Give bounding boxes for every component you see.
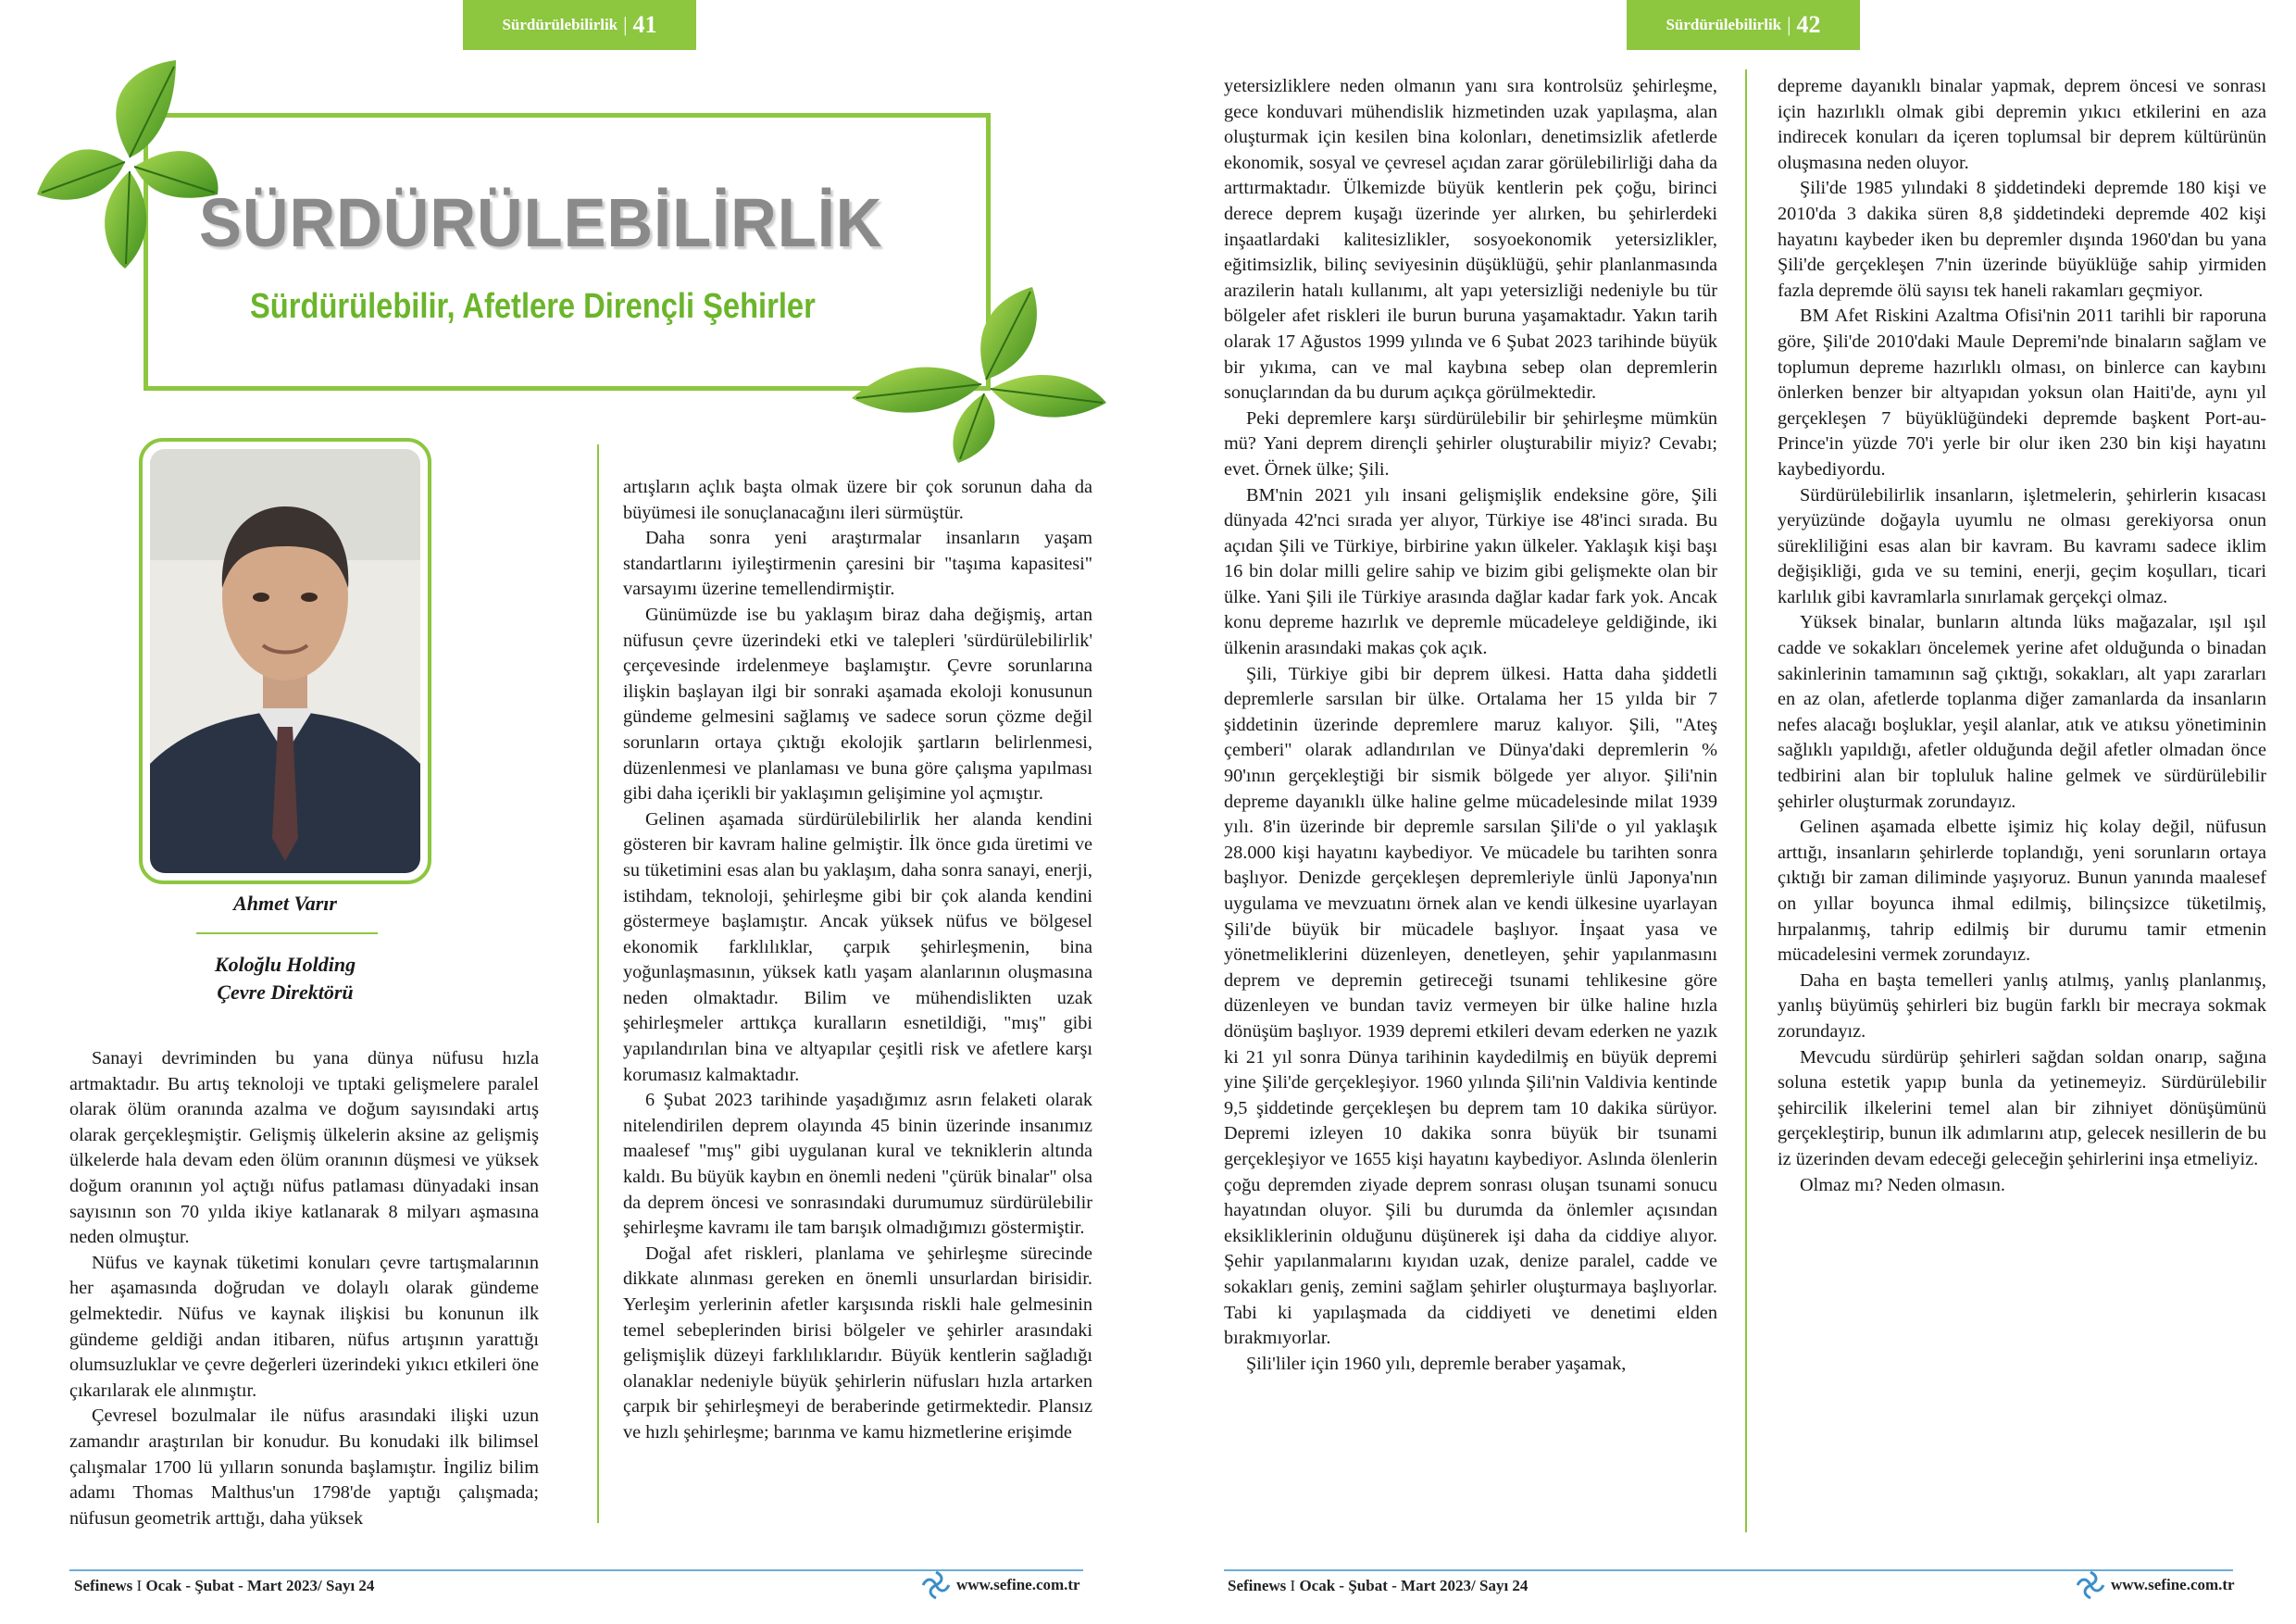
page-number: 41: [632, 11, 657, 38]
paragraph: Şili'de 1985 yılındaki 8 şiddetindeki depremde 180 kişi ve 2010'da 3 dakika süren 8,8 şiddetindeki depremde 402 kişi hayatını kaybeder iken bu depremler dışında 1960'dan bu yana Şili'de gerçekleşen 7'nin üzerinde büyüklüğe sahip yirmiden fazla depremde ölü sayısı tek haneli rakamları geçmiyor.: [1778, 178, 2266, 301]
paragraph: Yüksek binalar, bunların altında lüks mağazalar, ışıl ışıl cadde ve sokakları öncelemek yerine afet olduğunda o binadan sakinlerinin tamamının sağ çıktığı, sokakları, alt yapı zararları en az olan, afetlerde toplanma diğer zamanlarda da insanların nefes alacağı boşluklar, yeşil alanlar, atık ve atıksu yönetiminin sağlıklı yapıldığı, afetler olduğunda değil afetler olmadan önce tedbirini alan bir topluluk haline gelmek ve sürdürülebilir şehirler oluşturmak zorundayız.: [1778, 612, 2266, 812]
left-column-1: [69, 1046, 539, 1531]
author-portrait-icon: [150, 449, 420, 873]
author-photo-frame: [139, 438, 431, 884]
paragraph: depreme dayanıklı binalar yapmak, deprem öncesi ve sonrası için hazırlıklı olmak gibi depremin yıkıcı etkilerini en aza indirecek konuları da içeren toplumsal bir deprem kültürünün oluşmasına neden oluyor.: [1778, 76, 2266, 173]
paragraph: artışların açlık başta olmak üzere bir çok sorunun daha da büyümesi ile sonuçlanacağını ileri sürmüştür.: [623, 477, 1092, 523]
paragraph: Gelinen aşamada elbette işimiz hiç kolay değil, nüfusun arttığı, insanların şehirlerde toplandığı, yeni sorunların ortaya çıktığı bir zaman diliminde yaşıyoruz. Bunun yanında maalesef on yıllar boyunca ihmal edilmiş, bilinçsizce tüketilmiş, hırpalanmış, tahrip edilmiş bir durumu tamir etmenin mücadelesini vermek zorundayız.: [1778, 817, 2266, 966]
paragraph: Peki depremlere karşı sürdürülebilir bir şehirleşme mümkün mü? Yani deprem dirençli şehirler oluşturabilir miyiz? Cevabı; evet. Örnek ülke; Şili.: [1224, 407, 1717, 480]
paragraph: Günümüzde ise bu yaklaşım biraz daha değişmiş, artan nüfusun çevre üzerindeki etki ve talepleri 'sürdürülebilirlik' çerçevesinde irdelenmeye başlamıştır. Çevre sorunlarına ilişkin başlayan ilgi bir sonraki aşamada ekoloji konusunun gündeme gelmesini sağlamış ve sadece sorun çözme değil sorunların ortaya çıktığı ekolojik şartların belirlenmesi, düzenlenmesi ve planlaması ve buna göre çalışma yapılması gibi daha içerikli bir yaklaşımın gelişimine yol açmıştır.: [623, 604, 1092, 805]
section-tab-separator: |: [1787, 13, 1791, 36]
paragraph: BM'nin 2021 yılı insani gelişmişlik endeksine göre, Şili dünyada 42'nci sırada yer alıyor, Türkiye ise 48'inci sırada. Bu açıdan Şili ve Türkiye, birbirine yakın ülkeler. Yaklaşık kişi başı 16 bin dolar milli gelire sahip ve bizim gibi gelişmekte olan bir ülke. Yani Şili ile Türkiye arasında dağlar kadar fark yok. Ancak konu depreme hazırlık ve depremle mücadeleye geldiğinde, iki ülkenin arasındaki makas çok açık.: [1224, 484, 1717, 659]
leaf-decoration-top-left-icon: [37, 56, 222, 269]
article-title: SÜRDÜRÜLEBİLİRLİK: [199, 184, 883, 261]
magazine-name: Sefinews: [1228, 1577, 1287, 1594]
sefine-logo-icon: [919, 1568, 953, 1602]
footer-issue: Sefinews I Ocak - Şubat - Mart 2023/ Sayı 24: [74, 1577, 375, 1594]
author-name: Ahmet Varır: [233, 892, 337, 915]
paragraph: Olmaz mı? Neden olmasın.: [1800, 1174, 2005, 1195]
magazine-name: Sefinews: [74, 1577, 133, 1594]
article-subtitle: Sürdürülebilir, Afetlere Dirençli Şehirler: [250, 287, 816, 326]
paragraph: Şili, Türkiye gibi bir deprem ülkesi. Hatta daha şiddetli depremlerle sarsılan bir ülke. Ortalama her 15 yılda bir 7 şiddetinin üzerinde depremlere maruz kalıyor. Şili, "Ateş çemberi" olarak adlandırılan ve Dünya'daki depremlerin % 90'ının gerçekleştiği bir sismik bölgede yer alıyor. Şili'nin depreme dayanıklı ülke haline gelme mücadelesinde milat 1939 yılı. 8'in üzerinde bir depremle sarsılan Şili'de o yıl yaklaşık 28.000 kişi hayatını kaybediyor. Ve mücadele bu tarihten sonra başlıyor. Denizde gerçekleşen depremleriyle ünlü Japonya'nın uygulama ve mevzuatını örnek alan ve kendi ülkesine uyarlayan Şili'de büyük bir mücadele başlıyor. İnşaat yasa ve yönetmeliklerini düzenleyen, denetleyen, şehir yapılanmasını deprem ve depremin getireceği tsunami tehlikesine göre düzenleyen ve bundan taviz vermeyen bir ülke haline hızla dönüşüm başlıyor. 1939 depremi etkileri devam ederken ne yazık ki 21 yıl sonra Dünya tarihinin kaydedilmiş en büyük depremi yine Şili'de gerçekleşiyor. 1960 yılında Şili'nin Valdivia kentinde 9,5 şiddetinde gerçekleşen bu deprem tam 10 dakika sürüyor. Depremi izleyen 10 dakika sonra büyük bir tsunami gerçekleşiyor ve 1655 kişi hayatını kaybediyor. Aslında ölenlerin çoğu depremden ziyade deprem sonrası oluşan tsunami sonucu hayatından oluyor. Şili bu durumda da önlemler açısından eksikliklerinin olduğunu düşünerek işi daha da ciddiye alıyor. Şehir yapılanmalarını kıyıdan uzak, denize paralel, cadde ve sokakları geniş, zemini sağlam şehirler oluşturmaya başlıyorlar. Tabi ki yapılaşmada da ciddiyeti ve denetimi elden bırakmıyorlar.: [1224, 663, 1717, 1349]
section-tab-separator: |: [623, 13, 628, 36]
paragraph: Doğal afet riskleri, planlama ve şehirleşme sürecinde dikkate alınması gereken en önemli unsurlardan birisidir. Yerleşim yerlerinin afetler karşısında riskli hale gelmesinin temel sebeplerinden birisi bölgeler ve şehirler arasındaki gelişmişlik düzeyi farklılıklarıdır. Büyük kentlerin sağladığı olanaklar nedeniyle büyük şehirlerin nüfusları hızla artarken çarpık bir şehirleşmeyi de beraberinde getirmektedir. Plansız ve hızlı şehirleşme; barınma ve kamu hizmetlerine erişimde: [623, 1243, 1092, 1443]
right-page: [1148, 0, 2296, 1624]
leaf-decoration-bottom-right-icon: [847, 287, 1106, 463]
footer-issue: Sefinews I Ocak - Şubat - Mart 2023/ Sayı 24: [1228, 1577, 1529, 1594]
paragraph: Daha sonra yeni araştırmalar insanların yaşam standartlarını iyileştirmenin çaresini bir "taşıma kapasitesi" varsayımı üzerine temellendirmiştir.: [623, 528, 1092, 600]
paragraph: Çevresel bozulmalar ile nüfus arasındaki ilişki uzun zamandır araştırılan bir konudur. Bu konudaki ilk bilimsel çalışmalar 1700 lü yılların sonunda başlamıştır. İngiliz bilim adamı Thomas Malthus'un 1798'de yaptığı çalışmada; nüfusun geometrik arttığı, daha yüksek: [69, 1405, 539, 1529]
author-affiliation: [139, 951, 431, 1006]
issue-info: Ocak - Şubat - Mart 2023/ Sayı 24: [145, 1577, 375, 1594]
paragraph: Mevcudu sürdürüp şehirleri sağdan soldan onarıp, sağına soluna estetik yapıp bunla da yetinemeyiz. Sürdürülebilir şehircilik ilkelerini temel alan bir zihniyet dönüşümünü gerçekleştirip, bunun ilk adımlarını atıp, gelecek nesillerin de bu iz üzerinden devam edeceği geleceğin şehirlerini inşa etmeliyiz.: [1778, 1046, 2266, 1169]
author-photo: [150, 449, 420, 873]
author-position: Çevre Direktörü: [217, 981, 354, 1004]
paragraph: Gelinen aşamada sürdürülebilirlik her alanda kendini gösteren bir kavram haline gelmiştir. İlk önce gıda üretimi ve su tüketimini esas alan bu yaklaşım, daha sonra sanayi, enerji, istihdam, teknoloji, şehirleşme gibi bir çok alanda kendini göstermeye başlamıştır. Ancak yüksek nüfus ve bölgesel ekonomik farklılıklar, çarpık şehirleşmenin, bina yoğunlaşmasının, yüksek katlı yaşam alanlarının oluşmasına neden olmaktadır. Bilim ve mühendislikten uzak şehirleşmeler arttıkça kuralların esnetildiği, "mış" gibi yapılandırılan bina ve altyapılar çeşitli risk ve afetlere karşı korumasız kalmaktadır.: [623, 808, 1092, 1085]
page-number: 42: [1796, 11, 1821, 38]
issue-info: Ocak - Şubat - Mart 2023/ Sayı 24: [1299, 1577, 1529, 1594]
website-url[interactable]: www.sefine.com.tr: [2111, 1576, 2235, 1593]
paragraph: Nüfus ve kaynak tüketimi konuları çevre tartışmalarının her aşamasında doğrudan ve dolaylı olarak gündeme gelmektedir. Nüfus ve kaynak ilişkisi bu konunun ilk gündeme geldiği andan itibaren, nüfus artışının yarattığı olumsuzluklar ve çevre değerleri üzerindeki yıkıcı etkileri öne çıkarılarak ele alınmıştır.: [69, 1252, 539, 1401]
paragraph: 6 Şubat 2023 tarihinde yaşadığımız asrın felaketi olarak nitelendirilen deprem olayında 45 binin üzerinde insanımız maalesef "mış" gibi uygulanan kural ve tekniklerin altında kaldı. Bu büyük kaybın en önemli nedeni "çürük binalar" olsa da deprem öncesi ve sonrasındaki durumumuz sürdürülebilir şehirleşme kavramı ile tam barışık olmadığımızı göstermiştir.: [623, 1090, 1092, 1239]
footer-website[interactable]: [919, 1568, 1080, 1602]
paragraph: yetersizliklere neden olmanın yanı sıra kontrolsüz şehirleşme, gece konduvari mühendislik hizmetinden uzak yapılaşma, alan oluşturmak için kesilen bina kolonları, denetimsizlik afetlerde ekonomik, sosyal ve çevresel açıdan zarar görülebilirliği daha da arttırmaktadır. Ülkemizde büyük kentlerin pek çoğu, birinci derece deprem kuşağı üzerinde yer alırken, bu şehirlerdeki inşaatlardaki kalitesizlikler, sosyoekonomik yetersizlikler, eğitimsizlik, bilinç seviyesinin düşüklüğü, şehir planlanmasında arazilerin hatalı kullanımı, alt yapı yetersizliği nedeniyle bu tür bölgeler afet riskleri ile burun buruna yaşamaktadır. Yakın tarih olarak 17 Ağustos 1999 yılında ve 6 Şubat 2023 tarihinde büyük bir yıkıma, can ve mal kaybına sebep olan depremlerin sonuçlarından da bu durum açıkça görülmektedir.: [1224, 76, 1717, 404]
section-tab: [1627, 0, 1860, 50]
left-column-2: [623, 475, 1092, 1446]
section-tab: [463, 0, 696, 50]
column-divider: [1745, 69, 1747, 1532]
section-tab-label: Sürdürülebilirlik: [1666, 16, 1782, 33]
website-url[interactable]: www.sefine.com.tr: [956, 1576, 1080, 1593]
paragraph: Daha en başta temelleri yanlış atılmış, yanlış planlanmış, yanlış büyümüş şehirleri biz bugün farklı bir mecraya sokmak zorundayız.: [1778, 969, 2266, 1042]
footer-website[interactable]: [2074, 1568, 2235, 1602]
right-column-2: [1778, 74, 2266, 1198]
paragraph: Sanayi devriminden bu yana dünya nüfusu hızla artmaktadır. Bu artış teknoloji ve tıptaki gelişmelere paralel olarak ölüm oranında azalma ve doğum sayısındaki artış olarak gerçekleşmiştir. Gelişmiş ülkelerin aksine az gelişmiş ülkelerde hala devam eden ölüm oranının düşmesi ve yüksek doğum oranının yol açtığı nüfus patlaması dünyadaki insan sayısının son 70 yılda ikiye katlanarak 8 milyarı aşmasına neden olmuştur.: [69, 1048, 539, 1248]
paragraph: Şili'liler için 1960 yılı, depremle beraber yaşamak,: [1246, 1353, 1627, 1374]
right-column-1: [1224, 74, 1717, 1377]
author-divider: [196, 932, 378, 934]
column-divider: [597, 444, 599, 1523]
paragraph: BM Afet Riskini Azaltma Ofisi'nin 2011 tarihli bir raporuna göre, Şili'de 2010'daki Maule Depremi'nde binaların sağlam ve toplumun depreme hazırlıklı olması, on binlerce can kaybını önlerken benzer bir altyapıdan yoksun olan Haiti'de, aynı yıl gerçekleşen 7 büyüklüğündeki depremde başkent Port-au-Prince'in yüzde 70'i yerle bir olur iken 230 bin kişi hayatını kaybediyordu.: [1778, 306, 2266, 480]
paragraph: Sürdürülebilirlik insanların, işletmelerin, şehirlerin kısacası yeryüzünde doğayla uyumlu ne olması gerekiyorsa onun sürekliliğini esas alan bir kavram. Bu kavramı sadece iklim değişikliği, gıda ve su temini, enerji, geçim koşulları, ticari karlılık gibi kavramlarla sınırlamak gerçekçi olmaz.: [1778, 484, 2266, 607]
author-company: Koloğlu Holding: [214, 953, 356, 976]
sefine-logo-icon: [2074, 1568, 2107, 1602]
section-tab-label: Sürdürülebilirlik: [502, 16, 618, 33]
